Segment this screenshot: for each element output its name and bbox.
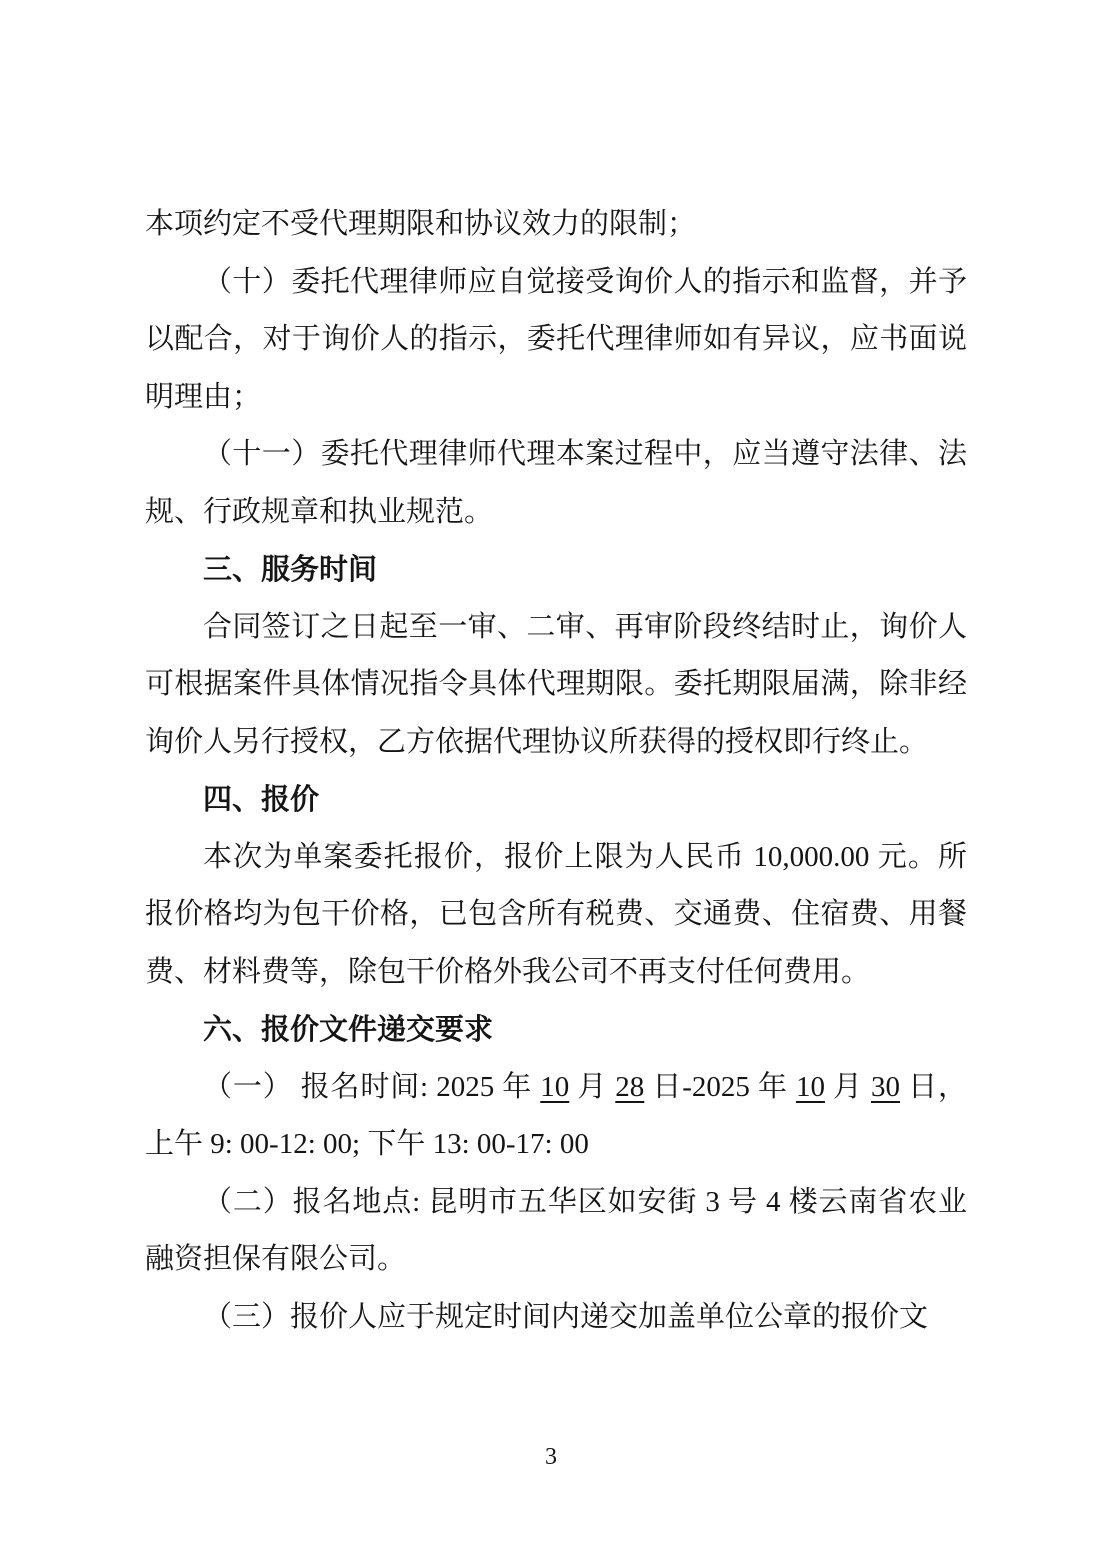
paragraph-submission-instruction: （三）报价人应于规定时间内递交加盖单位公章的报价文 bbox=[203, 1300, 929, 1333]
underlined-value: 10 bbox=[795, 1070, 825, 1103]
paragraph-registration-time bbox=[145, 1059, 967, 1174]
underlined-value: 10 bbox=[540, 1070, 570, 1103]
paragraph-clause-ten: （十）委托代理律师应自觉接受询价人的指示和监督，并予以配合，对于询价人的指示，委托代理律师如有异议，应书面说明理由； bbox=[145, 265, 967, 413]
text-segment: 月 bbox=[569, 1070, 616, 1103]
document-body bbox=[145, 196, 967, 1346]
section-heading-submission-requirements: 六、报价文件递交要求 bbox=[203, 1012, 494, 1046]
text-segment: 日，上午 9: 00-12: 00; 下午 13: 00-17: 00 bbox=[145, 1070, 967, 1160]
section-heading-service-time: 三、服务时间 bbox=[203, 552, 378, 586]
underlined-value: 28 bbox=[615, 1070, 645, 1103]
text-segment: 日-2025 年 bbox=[644, 1070, 796, 1103]
paragraph-registration-location: （二）报名地点: 昆明市五华区如安街 3 号 4 楼云南省农业融资担保有限公司。 bbox=[145, 1185, 967, 1275]
text-segment: （一） 报名时间: 2025 年 bbox=[203, 1070, 541, 1103]
page-number: 3 bbox=[545, 1444, 557, 1470]
paragraph-service-time: 合同签订之日起至一审、二审、再审阶段终结时止，询价人可根据案件具体情况指令具体代理期限。委托期限届满，除非经询价人另行授权，乙方依据代理协议所获得的授权即行终止。 bbox=[145, 610, 967, 758]
section-heading-quotation: 四、报价 bbox=[203, 782, 320, 816]
text-segment: 月 bbox=[824, 1070, 871, 1103]
paragraph-continuation: 本项约定不受代理期限和协议效力的限制； bbox=[145, 208, 697, 240]
paragraph-clause-eleven: （十一）委托代理律师代理本案过程中，应当遵守法律、法规、行政规章和执业规范。 bbox=[145, 438, 967, 528]
underlined-value: 30 bbox=[871, 1070, 900, 1103]
paragraph-quotation-details: 本次为单案委托报价，报价上限为人民币 10,000.00 元。所报价格均为包干价格，已包含所有税费、交通费、住宿费、用餐费、材料费等，除包干价格外我公司不再支付任何费用。 bbox=[145, 840, 967, 988]
